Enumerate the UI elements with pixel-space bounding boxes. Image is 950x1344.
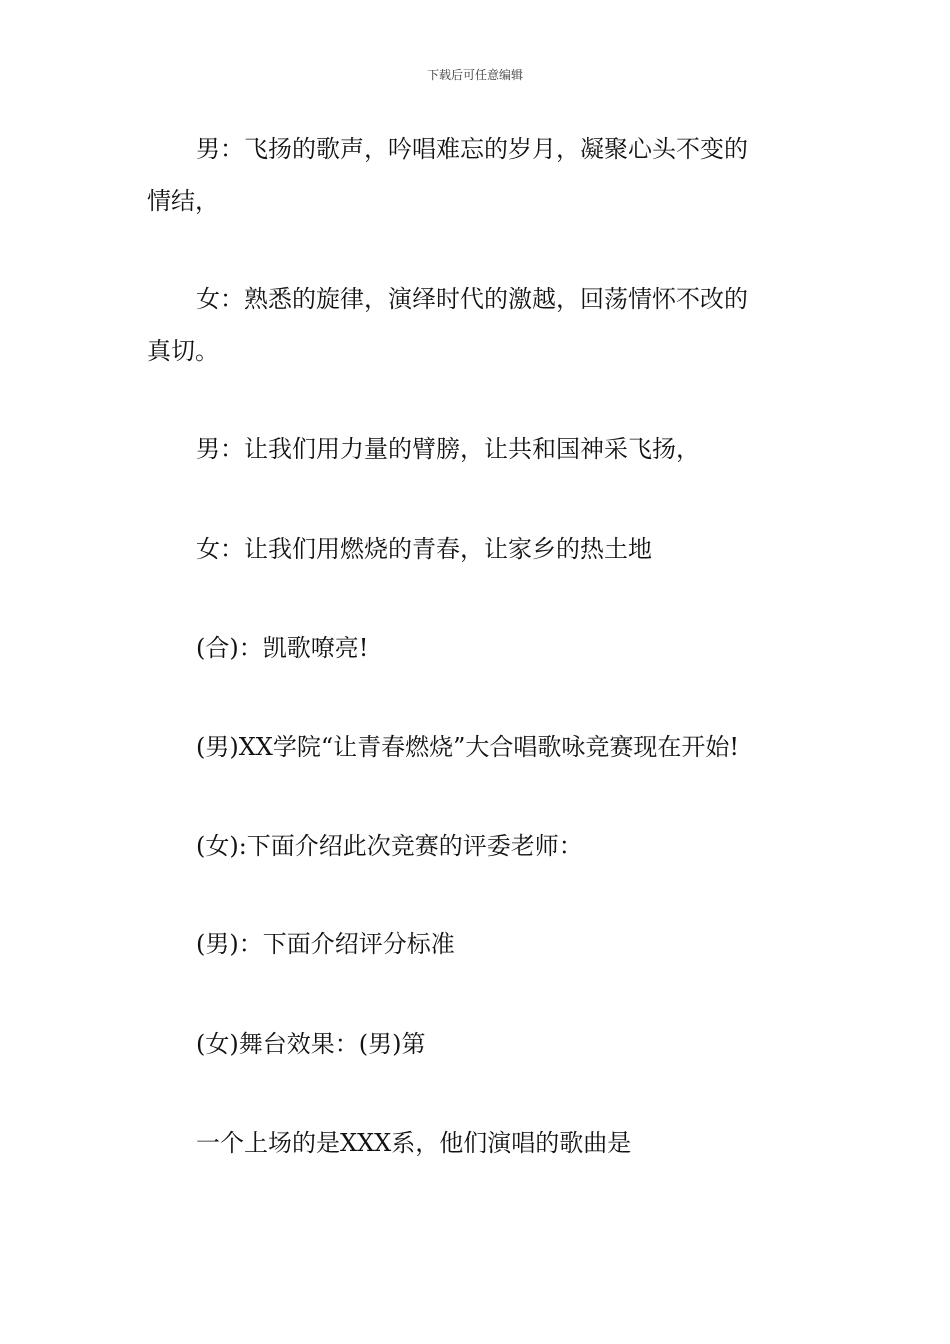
paragraph-10: 一个上场的是XXX系，他们演唱的歌曲是 bbox=[196, 1129, 632, 1157]
paragraph-9: (女)舞台效果：(男)第 bbox=[196, 1030, 426, 1058]
paragraph-1-line-1: 男：飞扬的歌声，吟唱难忘的岁月，凝聚心头不变的 bbox=[196, 135, 748, 163]
page-header: 下载后可任意编辑 bbox=[426, 68, 523, 82]
paragraph-4: 女：让我们用燃烧的青春，让家乡的热土地 bbox=[196, 535, 652, 563]
paragraph-1-line-2: 情结， bbox=[147, 187, 219, 215]
paragraph-6: (男)XX学院“让青春燃烧”大合唱歌咏竞赛现在开始! bbox=[196, 733, 740, 761]
paragraph-8: (男)：下面介绍评分标准 bbox=[196, 930, 455, 958]
paragraph-5: (合)：凯歌嘹亮! bbox=[196, 634, 369, 662]
paragraph-2-line-2: 真切。 bbox=[147, 337, 219, 365]
paragraph-2-line-1: 女：熟悉的旋律，演绎时代的激越，回荡情怀不改的 bbox=[196, 285, 748, 313]
paragraph-7: (女):下面介绍此次竞赛的评委老师： bbox=[196, 832, 583, 860]
paragraph-3: 男：让我们用力量的臂膀，让共和国神采飞扬， bbox=[196, 435, 700, 463]
